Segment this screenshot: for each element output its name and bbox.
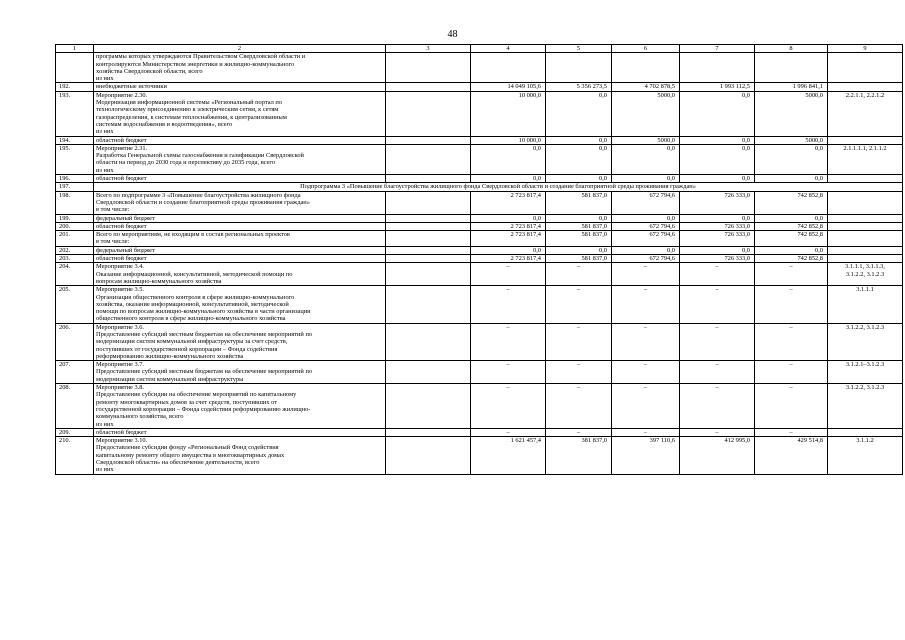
row-description: областной бюджет xyxy=(94,222,386,230)
amount-cell: – xyxy=(612,263,680,286)
table-row xyxy=(56,144,903,174)
row-description: федеральный бюджет xyxy=(94,214,386,222)
target-ref-cell: 2.1.1.1.1, 2.1.1.2 xyxy=(828,144,903,174)
amount-cell: 672 794,6 xyxy=(612,222,680,230)
row-description: Мероприятие 2.31. Разработка Генеральной схемы газоснабжения и газификации Свердловской области на период до 2030 года и перспективу до 2035 года, всего из них xyxy=(94,144,386,174)
target-ref-cell xyxy=(828,428,903,436)
amount-cell: 672 794,6 xyxy=(612,191,680,214)
amount-cell: – xyxy=(680,384,755,429)
amount-cell: 0,0 xyxy=(755,175,828,183)
target-ref-cell xyxy=(828,222,903,230)
amount-cell xyxy=(828,53,903,83)
table-row xyxy=(56,286,903,323)
empty-cell xyxy=(386,263,471,286)
row-number: 199. xyxy=(56,214,94,222)
target-ref-cell xyxy=(828,214,903,222)
row-number: 206. xyxy=(56,323,94,360)
amount-cell: 0,0 xyxy=(471,144,546,174)
empty-cell xyxy=(386,53,471,83)
amount-cell: 0,0 xyxy=(546,144,612,174)
row-description: областной бюджет xyxy=(94,175,386,183)
amount-cell: 726 333,0 xyxy=(680,222,755,230)
amount-cell: 0,0 xyxy=(546,214,612,222)
amount-cell: 5 356 273,5 xyxy=(546,83,612,91)
row-number: 208. xyxy=(56,384,94,429)
amount-cell: 581 837,0 xyxy=(546,191,612,214)
table-row xyxy=(56,91,903,136)
target-ref-cell xyxy=(828,83,903,91)
amount-cell: – xyxy=(680,286,755,323)
amount-cell: – xyxy=(471,361,546,384)
amount-cell: – xyxy=(755,384,828,429)
amount-cell: 0,0 xyxy=(612,214,680,222)
amount-cell: 726 333,0 xyxy=(680,231,755,247)
amount-cell: 0,0 xyxy=(546,136,612,144)
table-row xyxy=(56,323,903,360)
amount-cell: 5000,0 xyxy=(612,136,680,144)
amount-cell: – xyxy=(471,384,546,429)
row-number: 207. xyxy=(56,361,94,384)
amount-cell: 581 837,0 xyxy=(546,231,612,247)
table-row xyxy=(56,263,903,286)
table-row xyxy=(56,231,903,247)
amount-cell: 2 723 817,4 xyxy=(471,231,546,247)
target-ref-cell xyxy=(828,136,903,144)
amount-cell: – xyxy=(546,263,612,286)
empty-cell xyxy=(386,136,471,144)
row-description: Мероприятие 3.4. Оказание информационной, консультативной, методической помощи по вопросам жилищно-коммунального хозяйства xyxy=(94,263,386,286)
row-description: Мероприятие 3.8. Предоставление субсидии на обеспечение мероприятий по капитальному ремонту многоквартирных домов за счет средств, поступивших от государственной корпорации – Фонда содействия реформированию жилищно- коммунального хозяйства, всего из них xyxy=(94,384,386,429)
row-description: федеральный бюджет xyxy=(94,246,386,254)
amount-cell: 1 993 112,5 xyxy=(680,83,755,91)
amount-cell: 0,0 xyxy=(755,144,828,174)
table-row xyxy=(56,53,903,83)
target-ref-cell: 3.1.2.1–3.1.2.3 xyxy=(828,361,903,384)
amount-cell: 397 110,6 xyxy=(612,437,680,474)
table-row xyxy=(56,136,903,144)
amount-cell: 726 333,0 xyxy=(680,255,755,263)
empty-cell xyxy=(386,428,471,436)
empty-cell xyxy=(386,91,471,136)
amount-cell: – xyxy=(612,286,680,323)
amount-cell: 0,0 xyxy=(471,246,546,254)
empty-cell xyxy=(386,231,471,247)
empty-cell xyxy=(386,323,471,360)
amount-cell: 0,0 xyxy=(546,91,612,136)
row-description: Всего по мероприятиям, не входящим в состав региональных проектов в том числе: xyxy=(94,231,386,247)
amount-cell: – xyxy=(680,361,755,384)
amount-cell: 672 794,6 xyxy=(612,255,680,263)
row-description: Всего по подпрограмме 3 «Повышение благоустройства жилищного фонда Свердловской области и создание благоприятной среды проживания граждан» в том числе: xyxy=(94,191,386,214)
row-number: 203. xyxy=(56,255,94,263)
row-number: 204. xyxy=(56,263,94,286)
amount-cell xyxy=(755,53,828,83)
amount-cell: 429 514,8 xyxy=(755,437,828,474)
amount-cell: 0,0 xyxy=(680,144,755,174)
empty-cell xyxy=(386,384,471,429)
table-row xyxy=(56,222,903,230)
empty-cell xyxy=(386,255,471,263)
row-number: 198. xyxy=(56,191,94,214)
amount-cell: – xyxy=(680,323,755,360)
amount-cell: – xyxy=(471,286,546,323)
header-cell: 7 xyxy=(680,45,755,53)
amount-cell: – xyxy=(755,428,828,436)
header-cell: 5 xyxy=(546,45,612,53)
empty-cell xyxy=(386,437,471,474)
amount-cell: 0,0 xyxy=(680,91,755,136)
header-cell: 1 xyxy=(56,45,94,53)
table-row xyxy=(56,361,903,384)
target-ref-cell: 3.1.2.2, 3.1.2.3 xyxy=(828,384,903,429)
budget-table xyxy=(55,44,903,475)
row-number: 197. xyxy=(56,183,94,191)
amount-cell: 0,0 xyxy=(680,246,755,254)
header-row xyxy=(56,45,903,53)
amount-cell: – xyxy=(612,428,680,436)
amount-cell: 5000,0 xyxy=(755,136,828,144)
header-cell: 8 xyxy=(755,45,828,53)
amount-cell: 581 837,0 xyxy=(546,255,612,263)
empty-cell xyxy=(386,286,471,323)
amount-cell: – xyxy=(680,428,755,436)
amount-cell: 0,0 xyxy=(680,175,755,183)
table-row xyxy=(56,191,903,214)
subprogram-title: Подпрограмма 3 «Повышение благоустройства жилищного фонда Свердловской области и создание благоприятной среды проживания граждан» xyxy=(94,183,903,191)
empty-cell xyxy=(386,191,471,214)
header-cell: 9 xyxy=(828,45,903,53)
row-number: 202. xyxy=(56,246,94,254)
amount-cell: – xyxy=(546,323,612,360)
table-row xyxy=(56,83,903,91)
amount-cell: – xyxy=(612,361,680,384)
amount-cell xyxy=(471,53,546,83)
row-description: областной бюджет xyxy=(94,428,386,436)
amount-cell: 742 852,8 xyxy=(755,222,828,230)
amount-cell: 672 794,6 xyxy=(612,231,680,247)
target-ref-cell xyxy=(828,175,903,183)
amount-cell: 2 723 817,4 xyxy=(471,255,546,263)
amount-cell: – xyxy=(612,384,680,429)
amount-cell: 726 333,0 xyxy=(680,191,755,214)
target-ref-cell: 2.2.1.1, 2.2.1.2 xyxy=(828,91,903,136)
amount-cell: 742 852,8 xyxy=(755,191,828,214)
row-number: 205. xyxy=(56,286,94,323)
row-description: внебюджетные источники xyxy=(94,83,386,91)
amount-cell: 5000,0 xyxy=(755,91,828,136)
page-number: 48 xyxy=(447,29,458,40)
empty-cell xyxy=(386,222,471,230)
amount-cell: 14 049 105,6 xyxy=(471,83,546,91)
table-row xyxy=(56,255,903,263)
amount-cell: – xyxy=(755,361,828,384)
header-cell: 2 xyxy=(94,45,386,53)
amount-cell: 0,0 xyxy=(680,136,755,144)
table-row xyxy=(56,214,903,222)
table-row xyxy=(56,175,903,183)
row-number: 200. xyxy=(56,222,94,230)
row-description: областной бюджет xyxy=(94,136,386,144)
empty-cell xyxy=(386,175,471,183)
amount-cell: 2 723 817,4 xyxy=(471,222,546,230)
amount-cell: – xyxy=(755,323,828,360)
amount-cell: 0,0 xyxy=(612,144,680,174)
amount-cell xyxy=(612,53,680,83)
row-description: Мероприятие 3.7. Предоставление субсидий местным бюджетам на обеспечение мероприятий по модернизации систем коммунальной инфраструктуры xyxy=(94,361,386,384)
empty-cell xyxy=(386,246,471,254)
empty-cell xyxy=(386,144,471,174)
amount-cell: 742 852,8 xyxy=(755,231,828,247)
amount-cell: – xyxy=(471,323,546,360)
amount-cell: – xyxy=(546,384,612,429)
row-description: Мероприятие 3.6. Предоставление субсидий местным бюджетам на обеспечение мероприятий по модернизации систем коммунальной инфраструктуры за счет средств, поступивших от государственной корпорации – Фонда содействия реформированию жилищно-коммунального хозяйства xyxy=(94,323,386,360)
target-ref-cell: 3.1.1.2 xyxy=(828,437,903,474)
amount-cell: 1 996 841,1 xyxy=(755,83,828,91)
row-number: 195. xyxy=(56,144,94,174)
row-description: Мероприятие 2.30. Модернизация информационной системы «Региональный портал по технологическому присоединению к электрическим сетям, к сетям газораспределения, к системам теплоснабжения, к централизованным системам водоснабжения и водоотведения», всего из них xyxy=(94,91,386,136)
amount-cell: 10 000,0 xyxy=(471,91,546,136)
table-row xyxy=(56,384,903,429)
row-description: Мероприятие 3.5. Организация общественного контроля в сфере жилищно-коммунального хозяйства, оказание информационной, консультативной, методической помощи по вопросам жилищно-коммунального хозяйства в части организации общественного контроля в сфере жилищно-коммунального хозяйства xyxy=(94,286,386,323)
amount-cell: – xyxy=(471,263,546,286)
amount-cell: 0,0 xyxy=(546,175,612,183)
table-row xyxy=(56,183,903,191)
target-ref-cell xyxy=(828,191,903,214)
empty-cell xyxy=(386,361,471,384)
target-ref-cell: 3.1.2.2, 3.1.2.3 xyxy=(828,323,903,360)
table-row xyxy=(56,246,903,254)
row-number xyxy=(56,53,94,83)
target-ref-cell: 3.1.1.1 xyxy=(828,286,903,323)
amount-cell: 0,0 xyxy=(546,246,612,254)
amount-cell: 0,0 xyxy=(471,214,546,222)
amount-cell xyxy=(546,53,612,83)
row-description: программы которых утверждаются Правительством Свердловской области и контролируются Министерством энергетики и жилищно-коммунального хозяйства Свердловской области, всего из них xyxy=(94,53,386,83)
amount-cell: – xyxy=(546,428,612,436)
amount-cell: – xyxy=(471,428,546,436)
table-row xyxy=(56,437,903,474)
row-number: 209. xyxy=(56,428,94,436)
amount-cell: 1 621 457,4 xyxy=(471,437,546,474)
amount-cell: 0,0 xyxy=(755,246,828,254)
amount-cell: 5000,0 xyxy=(612,91,680,136)
header-cell: 6 xyxy=(612,45,680,53)
amount-cell: 412 995,0 xyxy=(680,437,755,474)
amount-cell: 581 837,0 xyxy=(546,222,612,230)
table-body xyxy=(56,45,903,475)
row-number: 194. xyxy=(56,136,94,144)
amount-cell: 0,0 xyxy=(471,175,546,183)
amount-cell: 10 000,0 xyxy=(471,136,546,144)
amount-cell xyxy=(680,53,755,83)
amount-cell: 0,0 xyxy=(680,214,755,222)
amount-cell: – xyxy=(546,286,612,323)
amount-cell: 0,0 xyxy=(755,214,828,222)
row-number: 201. xyxy=(56,231,94,247)
header-cell: 4 xyxy=(471,45,546,53)
amount-cell: 0,0 xyxy=(612,246,680,254)
row-description: областной бюджет xyxy=(94,255,386,263)
target-ref-cell xyxy=(828,246,903,254)
empty-cell xyxy=(386,83,471,91)
amount-cell: – xyxy=(546,361,612,384)
amount-cell: 0,0 xyxy=(612,175,680,183)
row-number: 210. xyxy=(56,437,94,474)
empty-cell xyxy=(386,214,471,222)
table-row xyxy=(56,428,903,436)
amount-cell: 2 723 817,4 xyxy=(471,191,546,214)
row-description: Мероприятие 3.10. Предоставление субсидии фонду «Региональный Фонд содействия капитальному ремонту общего имущества в многоквартирных домах Свердловской области» на обеспечение деятельности, всего из них xyxy=(94,437,386,474)
amount-cell: – xyxy=(755,286,828,323)
amount-cell: – xyxy=(680,263,755,286)
row-number: 192. xyxy=(56,83,94,91)
target-ref-cell: 3.1.1.1, 3.1.1.3, 3.1.2.2, 3.1.2.3 xyxy=(828,263,903,286)
row-number: 196. xyxy=(56,175,94,183)
amount-cell: – xyxy=(612,323,680,360)
header-cell: 3 xyxy=(386,45,471,53)
target-ref-cell xyxy=(828,231,903,247)
amount-cell: 742 852,8 xyxy=(755,255,828,263)
row-number: 193. xyxy=(56,91,94,136)
amount-cell: – xyxy=(755,263,828,286)
amount-cell: 4 702 878,5 xyxy=(612,83,680,91)
amount-cell: 381 837,0 xyxy=(546,437,612,474)
target-ref-cell xyxy=(828,255,903,263)
